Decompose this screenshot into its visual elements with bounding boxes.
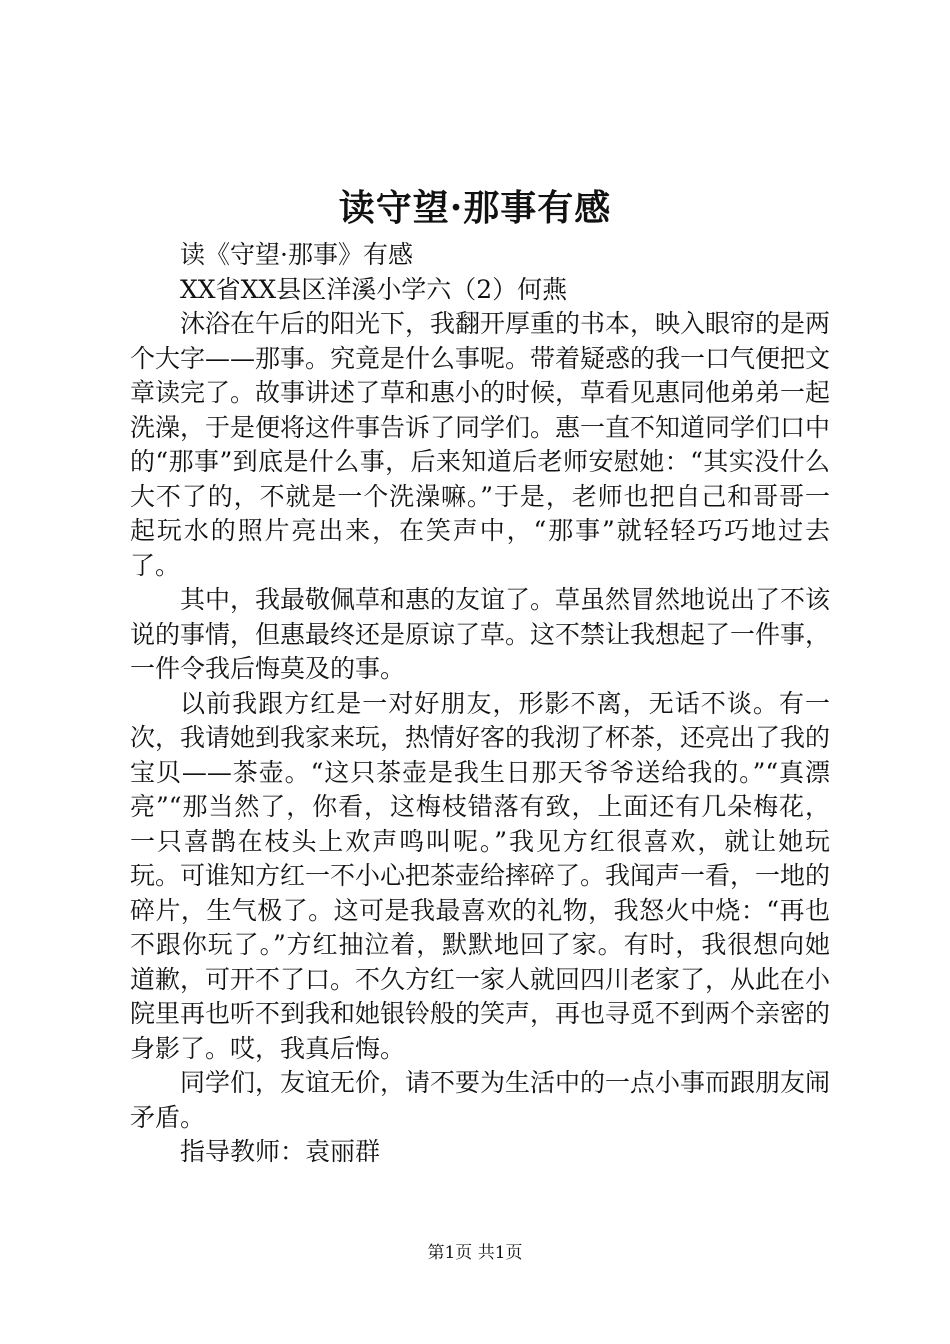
teacher-line: 指导教师：袁丽群 — [180, 1137, 381, 1166]
body-paragraph-1: 沐浴在午后的阳光下，我翻开厚重的书本，映入眼帘的是两个大字——那事。究竟是什么事呢。带着疑惑的我一口气便把文章读完了。故事讲述了草和惠小的时候，草看见惠同他弟弟一起洗澡，于是便将这件事告诉了同学们。惠一直不知道同学们口中的“那事”到底是什么事，后来知道后老师安慰她：“其实没什么大不了的，不就是一个洗澡嘛。”于是，老师也把自己和哥哥一起玩水的照片亮出来，在笑声中，“那事”就轻轻巧巧地过去了。 — [130, 309, 831, 580]
body-paragraph-2: 其中，我最敬佩草和惠的友谊了。草虽然冒然地说出了不该说的事情，但惠最终还是原谅了草。这不禁让我想起了一件事，一件令我后悔莫及的事。 — [130, 585, 831, 683]
document-body — [130, 238, 830, 1170]
author-line: XX省XX县区洋溪小学六（2）何燕 — [180, 274, 568, 304]
document-title: 读守望·那事有感 — [338, 187, 612, 229]
body-paragraph-4: 同学们，友谊无价，请不要为生活中的一点小事而跟朋友闹矛盾。 — [130, 1068, 831, 1132]
body-paragraph-3: 以前我跟方红是一对好朋友，形影不离，无话不谈。有一次，我请她到我家来玩，热情好客的我沏了杯茶，还亮出了我的宝贝——茶壶。“这只茶壶是我生日那天爷爷送给我的。”“真漂亮”“那当然了，你看，这梅枝错落有致，上面还有几朵梅花，一只喜鹊在枝头上欢声鸣叫呢。”我见方红很喜欢，就让她玩玩。可谁知方红一不小心把茶壶给摔碎了。我闻声一看，一地的碎片，生气极了。这可是我最喜欢的礼物，我怒火中烧：“再也不跟你玩了。”方红抽泣着，默默地回了家。有时，我很想向她道歉，可开不了口。不久方红一家人就回四川老家了，从此在小院里再也听不到我和她银铃般的笑声，再也寻觅不到两个亲密的身影了。哎，我真后悔。 — [130, 688, 831, 1063]
subtitle-line: 读《守望·那事》有感 — [180, 240, 413, 269]
page-number-footer: 第1页 共1页 — [427, 1243, 523, 1263]
